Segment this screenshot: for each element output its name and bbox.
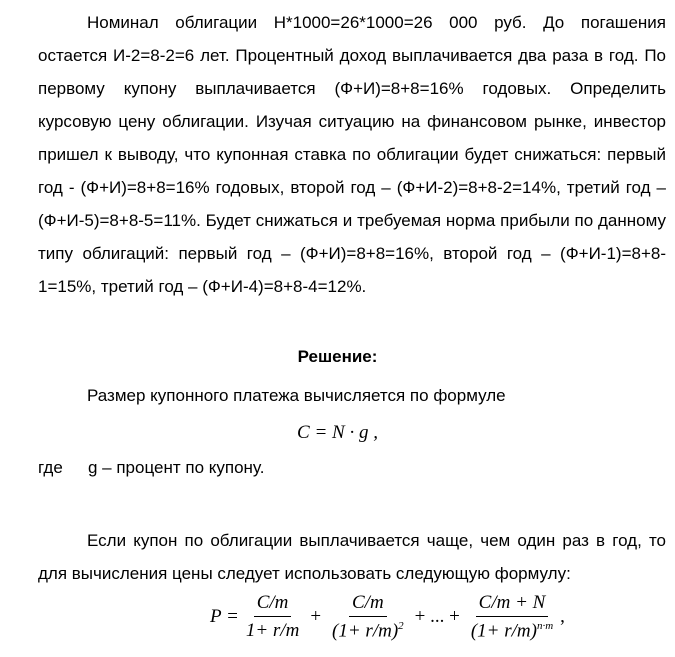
price-formula xyxy=(210,592,565,642)
price-formula-intro: Если купон по облигации выплачивается чаще, чем один раз в год, то для вычисления цены следует использовать следующую формулу: xyxy=(38,531,666,583)
price-formula-lhs: P = xyxy=(210,606,239,628)
term-3-denominator xyxy=(468,617,556,642)
coupon-formula-text: C = N · g , xyxy=(297,422,378,443)
term-3-numerator: C/m + N xyxy=(476,592,549,617)
coupon-size-text: Размер купонного платежа вычисляется по формуле xyxy=(87,386,506,405)
term-2-numerator: C/m xyxy=(349,592,387,617)
term-3-base: (1+ r/m) xyxy=(470,620,537,642)
term-1-numerator: C/m xyxy=(254,592,292,617)
fraction-term-2 xyxy=(329,592,407,642)
formula-tail: , xyxy=(560,606,565,628)
term-2-base: (1+ r/m) xyxy=(332,620,399,642)
solution-heading: Решение: xyxy=(297,347,378,366)
where-line xyxy=(38,458,264,478)
plus-operator: + xyxy=(310,606,322,628)
term-2-denominator xyxy=(329,617,407,642)
problem-paragraph: Номинал облигации Н*1000=26*1000=26 000 руб. До погашения остается И-2=8-2=6 лет. Процентный доход выплачивается два раза в год. По первому купону выплачивается (Ф+И)=8+8=16% годовых. Определить курсовую цену облигации. Изучая ситуацию на финансовом рынке, инвестор пришел к выводу, что купонная ставка по облигации будет снижаться: первый год - (Ф+И)=8+8=16% годовых, второй год – (Ф+И-2)=8+8-2=14%, третий год – (Ф+И-5)=8+8-5=11%. Будет снижаться и требуемая норма прибыли по данному типу облигаций: первый год – (Ф+И)=8+8=16%, второй год – (Ф+И-1)=8+8-1=15%, третий год – (Ф+И-4)=8+8-4=12%. xyxy=(38,13,666,296)
term-3-exponent: n·m xyxy=(536,620,554,632)
fraction-term-3 xyxy=(468,592,556,642)
fraction-term-1 xyxy=(243,592,302,642)
where-label: где xyxy=(38,458,63,477)
coupon-formula xyxy=(0,422,675,444)
ellipsis-operator: + ... + xyxy=(414,606,460,628)
where-text: g – процент по купону. xyxy=(88,458,265,477)
term-2-exponent: 2 xyxy=(398,620,404,632)
term-1-denominator: 1+ r/m xyxy=(245,620,300,642)
